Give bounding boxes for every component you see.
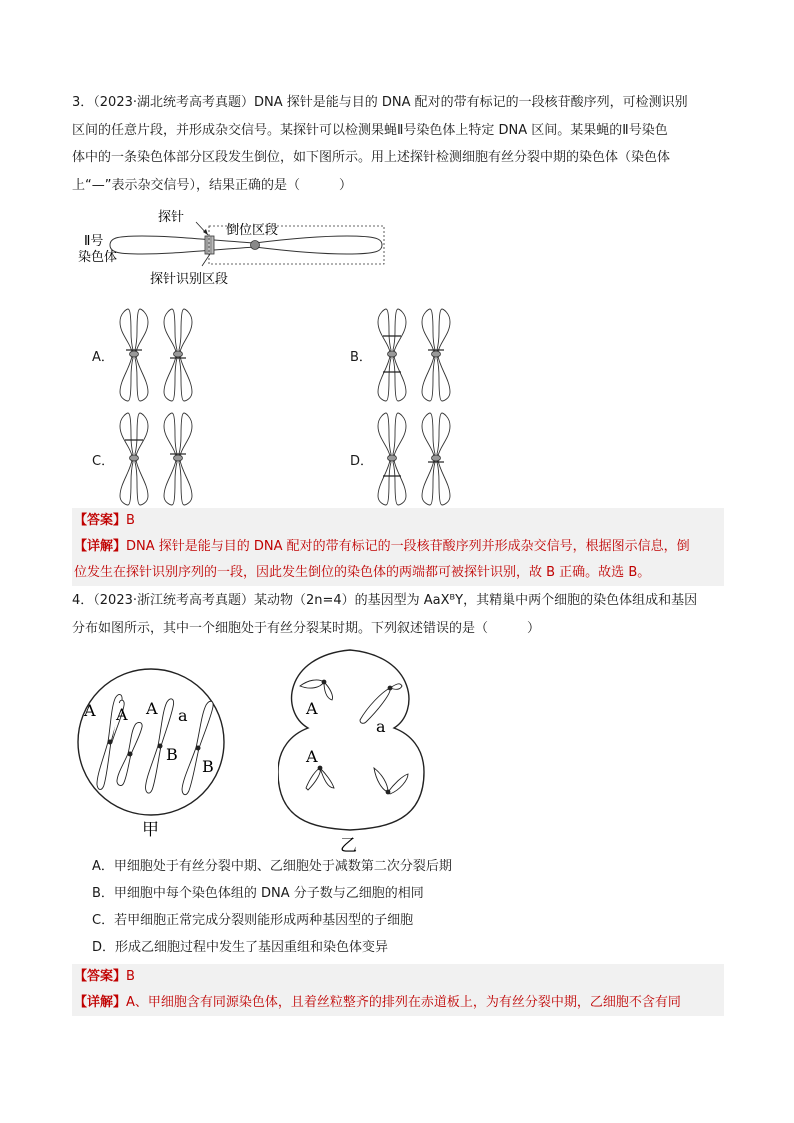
q3-option-d-chromosomes[interactable] (370, 410, 460, 506)
q4-stem (72, 587, 724, 642)
q3-stem-line-3: 体中的一条染色体部分区段发生倒位，如下图所示。用上述探针检测细胞有丝分裂中期的染色体（染色体 (72, 150, 671, 165)
q3-option-a-chromosomes[interactable] (112, 306, 202, 402)
q4-option-b[interactable]: B．甲细胞中每个染色体组的 DNA 分子数与乙细胞的相同 (92, 886, 424, 901)
q3-label-chromosome-2: Ⅱ号 (84, 234, 104, 249)
q4-cell-jia-diagram (72, 664, 238, 844)
q3-answer-value: B (126, 513, 135, 528)
q3-stem-line-1: 3．（2023·湖北统考高考真题）DNA 探针是能与目的 DNA 配对的带有标记的一段核苷酸序列，可检测识别 (72, 95, 688, 110)
q3-detail-line-2: 位发生在探针识别序列的一段，因此发生倒位的染色体的两端都可被探针识别，故 B 正确。故选 B。 (74, 565, 651, 580)
q3-label-inversion: 倒位区段 (226, 223, 279, 238)
q3-label-probe: 探针 (158, 210, 185, 225)
q4-jia-gene-B-2: B (202, 757, 214, 776)
q4-answer-value: B (126, 969, 135, 984)
q4-yi-gene-A-2: A (306, 747, 318, 766)
q3-stem (72, 89, 724, 199)
q4-detail-line-1: A、甲细胞含有同源染色体，且着丝粒整齐的排列在赤道板上，为有丝分裂中期，乙细胞不含有同 (126, 995, 681, 1010)
q3-answer-tag: 【答案】 (74, 513, 127, 528)
q3-stem-line-2: 区间的任意片段，并形成杂交信号。某探针可以检测果蝇Ⅱ号染色体上特定 DNA 区间。某果蝇的Ⅱ号染色 (72, 122, 668, 138)
q4-jia-gene-A-1: A (84, 701, 96, 720)
q4-answer-box (72, 964, 724, 1016)
q4-cell-yi-label: 乙 (340, 836, 357, 854)
q4-stem-line-2: 分布如图所示，其中一个细胞处于有丝分裂某时期。下列叙述错误的是（ ） (72, 620, 541, 636)
q3-answer-box (72, 508, 724, 586)
q4-jia-gene-A-3: A (146, 699, 158, 718)
q3-option-b-chromosomes[interactable] (370, 306, 460, 402)
q3-stem-line-4: 上“—”表示杂交信号），结果正确的是（ ） (72, 177, 352, 193)
q4-yi-gene-A-1: A (306, 699, 318, 718)
q4-cell-yi-diagram (278, 642, 428, 854)
q4-jia-gene-a: a (178, 706, 188, 725)
q4-option-d[interactable]: D．形成乙细胞过程中发生了基因重组和染色体变异 (92, 940, 389, 955)
q3-detail-line-1: DNA 探针是能与目的 DNA 配对的带有标记的一段核苷酸序列并形成杂交信号，根据图示信息，倒 (126, 539, 690, 554)
q4-yi-gene-a: a (376, 717, 386, 736)
q4-jia-gene-A-2: A (116, 705, 128, 724)
q3-option-c-label[interactable]: C． (92, 454, 115, 469)
q3-detail-row-1 (72, 534, 724, 560)
q4-option-c[interactable]: C．若甲细胞正常完成分裂则能形成两种基因型的子细胞 (92, 913, 414, 928)
q3-option-d-label[interactable]: D． (350, 454, 374, 469)
q3-answer-row (72, 508, 724, 534)
q3-option-c-chromosomes[interactable] (112, 410, 202, 506)
q3-label-probe-region: 探针识别区段 (150, 272, 229, 287)
q4-answer-row (72, 964, 724, 990)
q3-option-a-label[interactable]: A． (92, 350, 114, 365)
q4-answer-tag: 【答案】 (74, 969, 127, 984)
q3-chromosome-diagram (72, 204, 392, 290)
q4-cell-jia-label: 甲 (142, 820, 159, 840)
q4-detail-row-1 (72, 990, 724, 1016)
q3-detail-tag: 【详解】 (74, 539, 127, 554)
q3-label-chromosome-1: 染色体 (78, 250, 118, 265)
q3-option-b-label[interactable]: B． (350, 350, 372, 365)
q4-stem-line-1: 4．（2023·浙江统考高考真题）某动物（2n=4）的基因型为 AaXᴮY，其精巢中两个细胞的染色体组成和基因 (72, 593, 698, 608)
q4-option-a[interactable]: A．甲细胞处于有丝分裂中期、乙细胞处于减数第二次分裂后期 (92, 859, 452, 874)
q4-detail-tag: 【详解】 (74, 995, 127, 1010)
q4-jia-gene-B-1: B (166, 745, 178, 764)
